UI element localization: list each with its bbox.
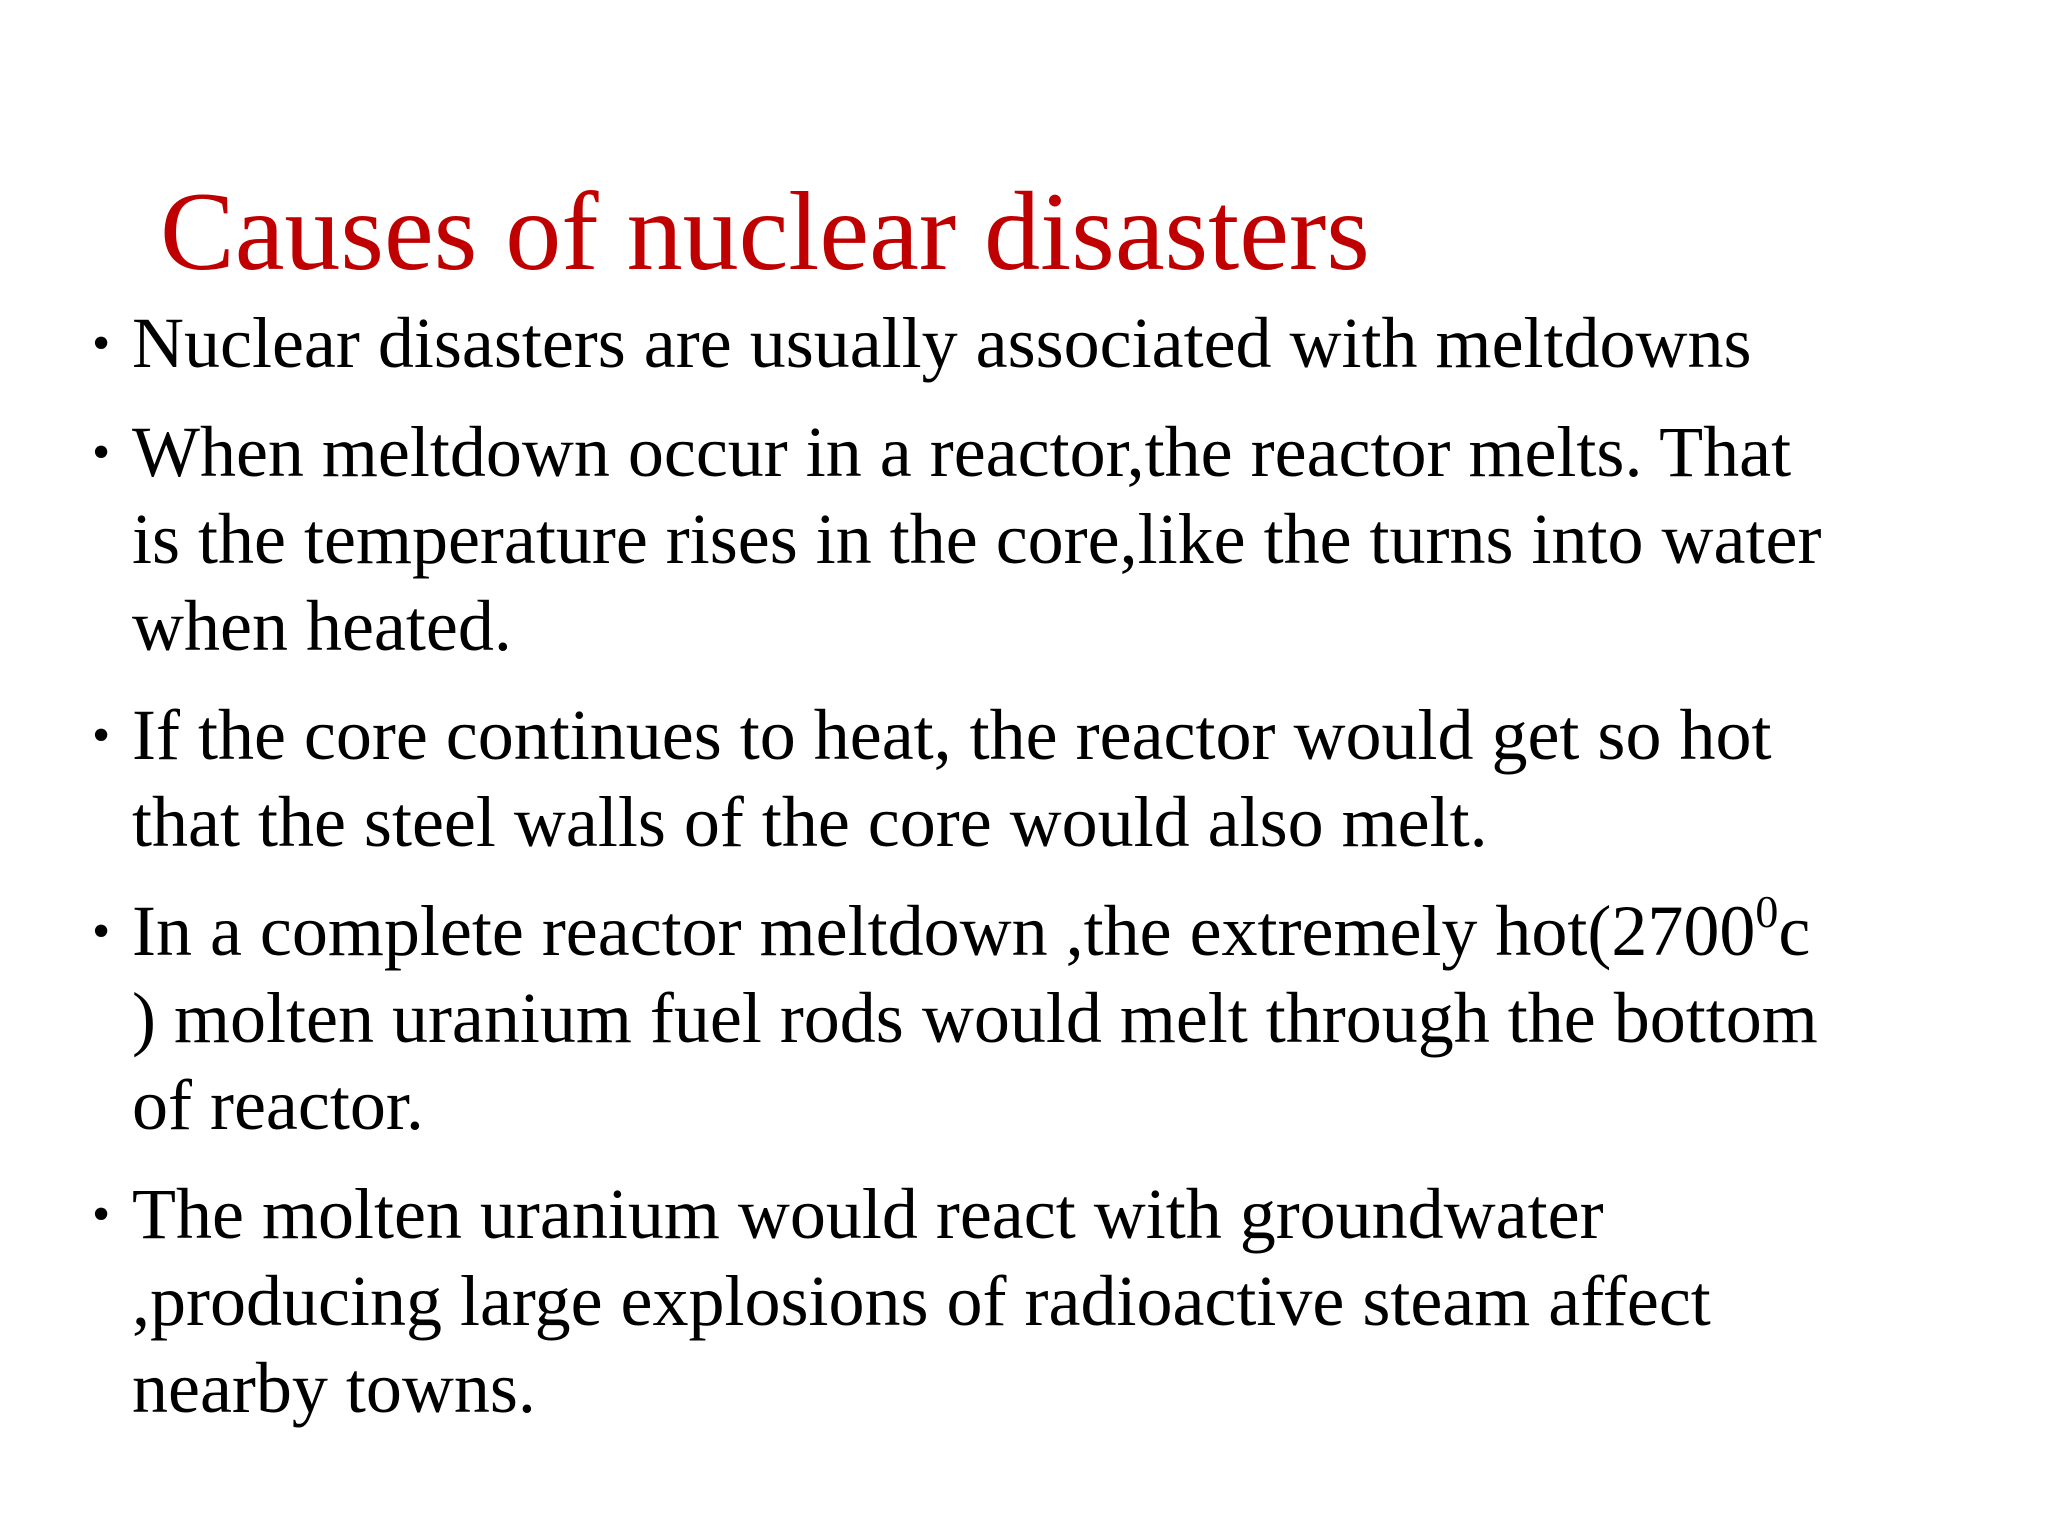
bullet-item-4 — [90, 888, 2010, 1149]
bullet-text-line: is the temperature rises in the core,like the turns into water — [132, 499, 1822, 579]
bullet-text-line: of reactor. — [132, 1065, 424, 1145]
bullet-item-2 — [90, 409, 2010, 670]
bullet-item-3 — [90, 692, 2010, 866]
slide-title: Causes of nuclear disasters — [160, 170, 1370, 294]
bullet-icon: • — [92, 903, 111, 960]
bullet-list — [90, 300, 2010, 1454]
bullet-icon: • — [92, 1186, 111, 1243]
bullet-text-line: If the core continues to heat, the reactor would get so hot — [132, 695, 1772, 775]
bullet-text-line: ,producing large explosions of radioactive steam affect — [132, 1261, 1711, 1341]
superscript-degree: 0 — [1755, 886, 1779, 937]
bullet-text-segment: c — [1778, 891, 1811, 971]
bullet-text-line: The molten uranium would react with groundwater — [132, 1174, 1604, 1254]
bullet-icon: • — [92, 424, 111, 481]
bullet-text-line — [132, 888, 2010, 975]
bullet-item-5 — [90, 1171, 2010, 1432]
bullet-text-line: that the steel walls of the core would also melt. — [132, 782, 1488, 862]
bullet-icon: • — [92, 707, 111, 764]
bullet-text-line: when heated. — [132, 586, 512, 666]
bullet-text-line: nearby towns. — [132, 1348, 536, 1428]
bullet-text-line: Nuclear disasters are usually associated with meltdowns — [132, 303, 1752, 383]
bullet-text-line: ) molten uranium fuel rods would melt through the bottom — [132, 978, 1818, 1058]
bullet-item-1 — [90, 300, 2010, 387]
bullet-text-segment: In a complete reactor meltdown ,the extremely hot(2700 — [132, 891, 1756, 971]
bullet-icon: • — [92, 315, 111, 372]
bullet-text-line: When meltdown occur in a reactor,the reactor melts. That — [132, 412, 1792, 492]
